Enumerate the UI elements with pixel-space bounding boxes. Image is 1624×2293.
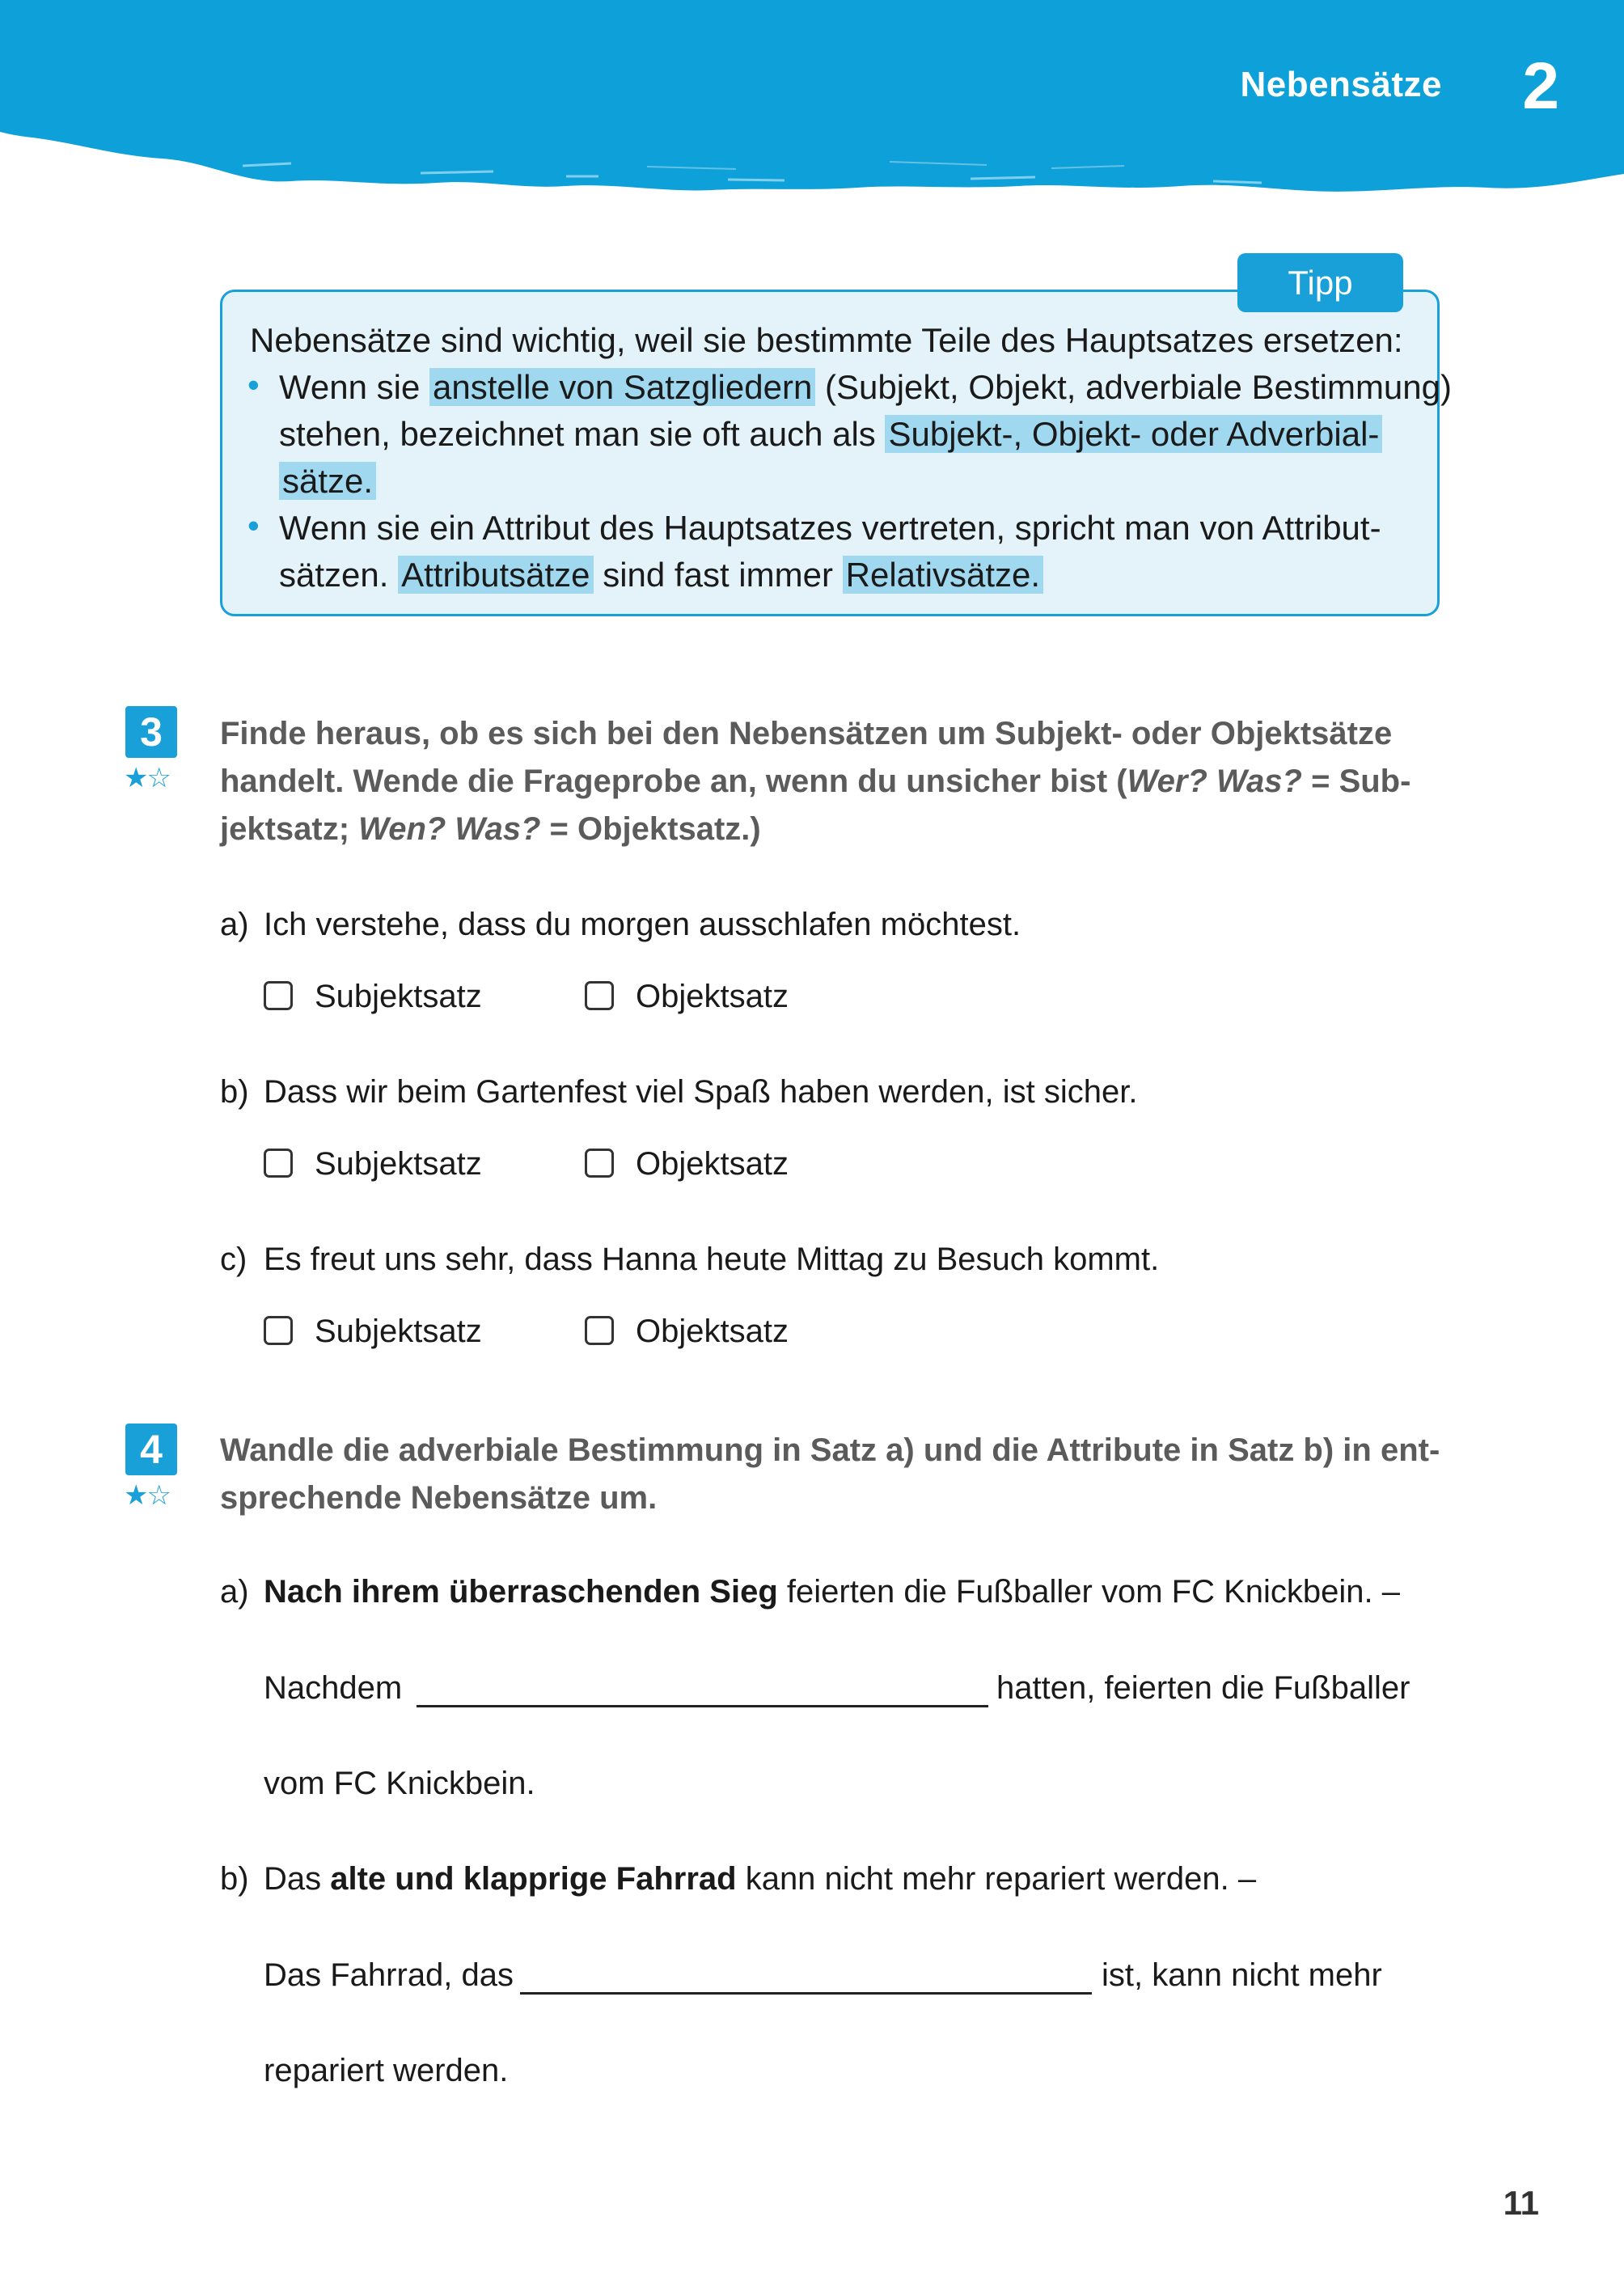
task3-c-subjektsatz-checkbox[interactable] [264, 1316, 293, 1345]
task3-a-objektsatz-checkbox[interactable] [585, 981, 614, 1010]
task3-c-subjektsatz-label: Subjektsatz [315, 1314, 482, 1349]
task4-difficulty-stars-icon: ★☆ [124, 1480, 170, 1511]
tipp-bullet1-line3 [279, 458, 376, 505]
bullet-dot-icon: • [247, 506, 260, 544]
task3-item-b-letter: b) [220, 1074, 249, 1110]
chapter-title: Nebensätze [1240, 65, 1442, 104]
task3-a-objektsatz-label: Objektsatz [636, 979, 789, 1014]
task3-instruction-line1: Finde heraus, ob es sich bei den Nebensätzen um Subjekt- oder Objektsätze [220, 716, 1393, 751]
task3-instruction-line3: jektsatz; Wen? Was? = Objektsatz.) [220, 811, 761, 847]
tipp-bullet1-line2: stehen, bezeichnet man sie oft auch als Subjekt-, Objekt- oder Adverbial- [279, 411, 1382, 458]
task3-b-objektsatz-label: Objektsatz [636, 1146, 789, 1182]
task3-b-subjektsatz-checkbox[interactable] [264, 1149, 293, 1178]
task3-b-objektsatz-checkbox[interactable] [585, 1149, 614, 1178]
task3-item-a-letter: a) [220, 907, 249, 942]
page-number: 11 [1503, 2184, 1539, 2222]
task3-item-a-sentence: Ich verstehe, dass du morgen ausschlafen möchtest. [264, 907, 1021, 942]
tipp-intro: Nebensätze sind wichtig, weil sie bestimmte Teile des Hauptsatzes ersetzen: [250, 321, 1403, 359]
task4-a-continuation: vom FC Knickbein. [264, 1766, 535, 1801]
highlight-relativsaetze: Relativsätze. [843, 556, 1043, 594]
task3-c-objektsatz-checkbox[interactable] [585, 1316, 614, 1345]
task3-c-objektsatz-label: Objektsatz [636, 1314, 789, 1349]
task3-difficulty-stars-icon: ★☆ [124, 763, 170, 793]
highlight-satzglieder: anstelle von Satzgliedern [429, 368, 815, 406]
highlight-satztypen: Subjekt-, Objekt- oder Adverbial- [885, 415, 1382, 453]
task3-item-b-sentence: Dass wir beim Gartenfest viel Spaß haben werden, ist sicher. [264, 1074, 1138, 1110]
task4-a-prefix: Nachdem [264, 1670, 403, 1706]
task3-a-subjektsatz-label: Subjektsatz [315, 979, 482, 1014]
task4-instruction-line2: sprechende Nebensätze um. [220, 1480, 658, 1516]
highlight-saetze: sätze. [279, 462, 376, 500]
task3-number-badge: 3 [125, 706, 177, 758]
task3-item-c-letter: c) [220, 1242, 247, 1277]
task3-a-subjektsatz-checkbox[interactable] [264, 981, 293, 1010]
task4-a-suffix: hatten, feierten die Fußballer [996, 1670, 1410, 1706]
task4-instruction-line1: Wandle die adverbiale Bestimmung in Satz a) und die Attribute in Satz b) in ent- [220, 1432, 1440, 1468]
task3-b-subjektsatz-label: Subjektsatz [315, 1146, 482, 1182]
task3-instruction-line2: handelt. Wende die Frageprobe an, wenn du unsicher bist (Wer? Was? = Sub- [220, 764, 1411, 799]
task4-item-b-sentence: Das alte und klapprige Fahrrad kann nicht mehr repariert werden. – [264, 1861, 1257, 1897]
task4-a-answer-blank[interactable] [417, 1705, 988, 1707]
task4-b-prefix: Das Fahrrad, das [264, 1957, 514, 1993]
bullet-dot-icon: • [247, 366, 260, 404]
task4-item-a-letter: a) [220, 1574, 249, 1610]
task3-item-c-sentence: Es freut uns sehr, dass Hanna heute Mittag zu Besuch kommt. [264, 1242, 1160, 1277]
chapter-number: 2 [1522, 49, 1559, 123]
tipp-bullet2-line2: sätzen. Attributsätze sind fast immer Relativsätze. [279, 552, 1043, 599]
tipp-label: Tipp [1237, 253, 1403, 312]
task4-item-b-letter: b) [220, 1861, 249, 1897]
task4-item-a-sentence: Nach ihrem überraschenden Sieg feierten die Fußballer vom FC Knickbein. – [264, 1574, 1400, 1610]
task4-number-badge: 4 [125, 1424, 177, 1475]
tipp-bullet2-line1: Wenn sie ein Attribut des Hauptsatzes vertreten, spricht man von Attribut- [279, 509, 1381, 547]
task4-b-continuation: repariert werden. [264, 2053, 509, 2088]
task4-b-suffix: ist, kann nicht mehr [1102, 1957, 1382, 1993]
task4-b-answer-blank[interactable] [520, 1992, 1092, 1995]
highlight-attributsaetze: Attributsätze [398, 556, 593, 594]
tipp-bullet1-line1: Wenn sie anstelle von Satzgliedern (Subjekt, Objekt, adverbiale Bestimmung) [279, 368, 1452, 406]
